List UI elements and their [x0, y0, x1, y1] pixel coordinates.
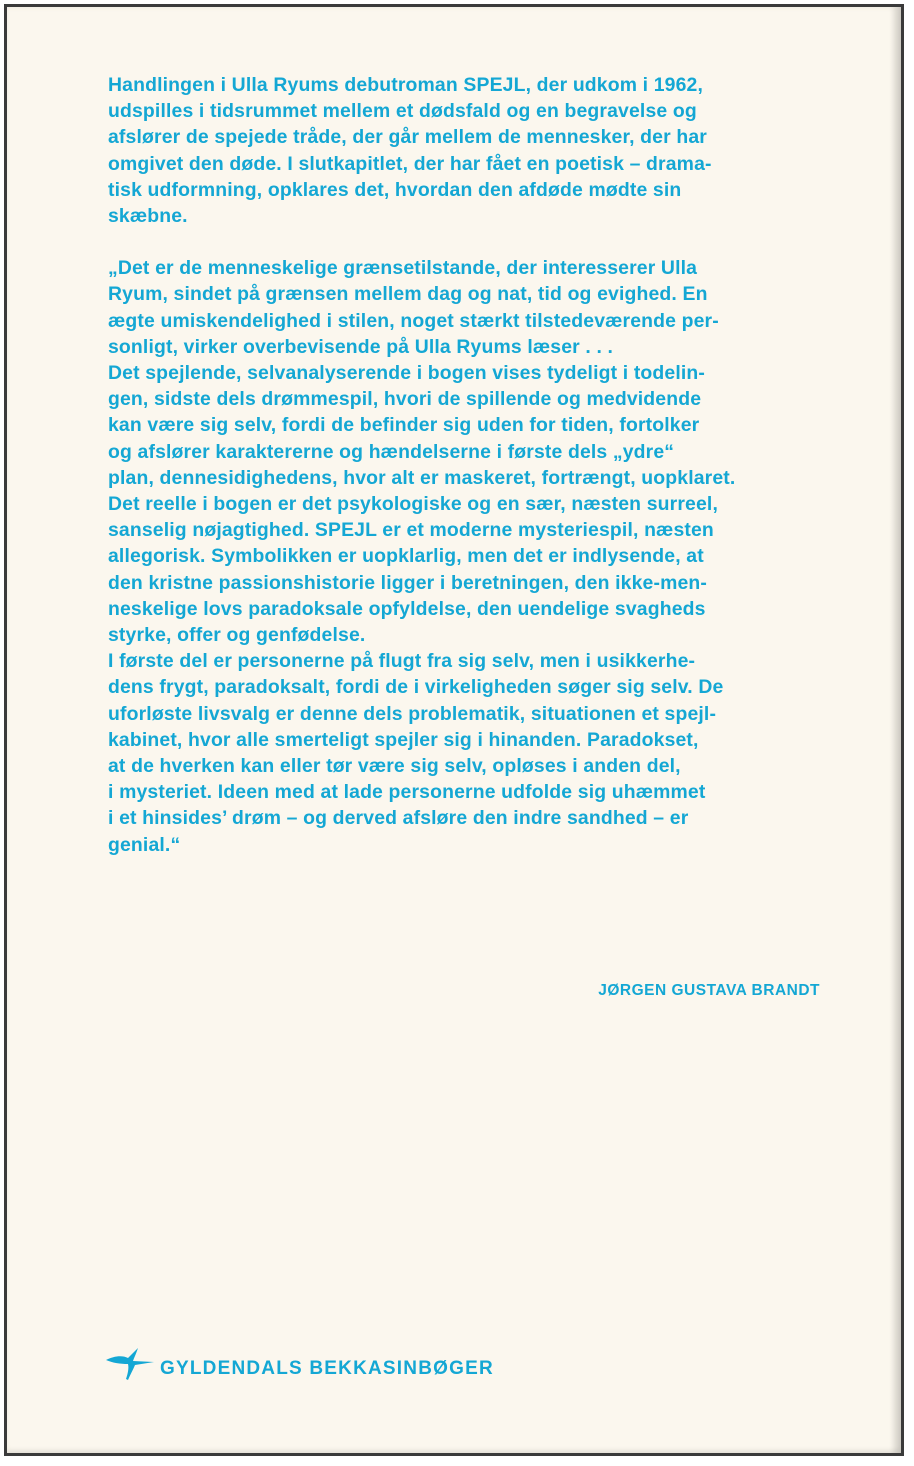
text-line: i mysteriet. Ideen med at lade personerne udfolde sig uhæmmet: [108, 781, 706, 804]
text-line: sonligt, virker overbevisende på Ulla Ryums læser . . .: [108, 335, 614, 358]
review-quote-paragraph-2: [108, 360, 820, 648]
text-line: Det reelle i bogen er det psykologiske og en sær, næsten surreel,: [108, 493, 718, 516]
text-line: afslører de spejede tråde, der går mellem de mennesker, der har: [108, 126, 707, 149]
text-line: I første del er personerne på flugt fra sig selv, men i usikkerhe-: [108, 650, 696, 673]
text-line: kan være sig selv, fordi de befinder sig uden for tiden, fortolker: [108, 414, 700, 437]
text-line: allegorisk. Symbolikken er uopklarlig, men det er indlysende, at: [108, 545, 704, 568]
text-line: Ryum, sindet på grænsen mellem dag og nat, tid og evighed. En: [108, 283, 708, 306]
text-line: i et hinsides’ drøm – og derved afsløre den indre sandhed – er: [108, 807, 689, 830]
text-line: genial.“: [108, 833, 181, 856]
synopsis-paragraph: [108, 72, 820, 229]
paragraph-spacer: [108, 229, 820, 255]
text-line: at de hverken kan eller tør være sig selv, opløses i anden del,: [108, 755, 681, 778]
text-line: uforløste livsvalg er denne dels problematik, situationen et spejl-: [108, 702, 717, 725]
text-line: Handlingen i Ulla Ryums debutroman SPEJL, der udkom i 1962,: [108, 74, 704, 96]
publisher-name: GYLDENDALS BEKKASINBØGER: [160, 1358, 494, 1379]
text-line: tisk udformning, opklares det, hvordan den afdøde mødte sin: [108, 178, 682, 201]
bird-logo-icon: [104, 1342, 158, 1382]
text-line: udspilles i tidsrummet mellem et dødsfald og en begravelse og: [108, 100, 697, 123]
text-line: sanselig nøjagtighed. SPEJL er et moderne mysteriespil, næsten: [108, 519, 714, 542]
text-line: kabinet, hvor alle smerteligt spejler sig i hinanden. Paradokset,: [108, 728, 699, 751]
text-line: plan, dennesidighedens, hvor alt er maskeret, fortrængt, uopklaret.: [108, 466, 736, 489]
text-line: styrke, offer og genfødelse.: [108, 624, 366, 647]
text-line: skæbne.: [108, 205, 188, 228]
cover-edge-shadow: [889, 7, 901, 1453]
publisher-imprint: [104, 1342, 494, 1382]
text-line: gen, sidste dels drømmespil, hvori de spillende og medvidende: [108, 388, 702, 411]
blurb-text: [108, 72, 820, 858]
review-quote-paragraph-3: [108, 648, 820, 858]
text-line: og afslører karaktererne og hændelserne i første dels „ydre“: [108, 440, 675, 463]
text-line: omgivet den døde. I slutkapitlet, der har fået en poetisk – drama-: [108, 152, 712, 175]
text-line: den kristne passionshistorie ligger i beretningen, den ikke-men-: [108, 571, 707, 594]
text-line: dens frygt, paradoksalt, fordi de i virkeligheden søger sig selv. De: [108, 676, 724, 699]
text-line: ægte umiskendelighed i stilen, noget stærkt tilstedeværende per-: [108, 309, 719, 332]
text-line: neskelige lovs paradoksale opfyldelse, den uendelige svagheds: [108, 597, 706, 620]
review-author: JØRGEN GUSTAVA BRANDT: [598, 982, 820, 999]
text-line: Det spejlende, selvanalyserende i bogen vises tydeligt i todelin-: [108, 362, 706, 385]
review-quote-paragraph-1: [108, 255, 820, 360]
text-line: „Det er de menneskelige grænsetilstande, der interesserer Ulla: [108, 257, 698, 280]
